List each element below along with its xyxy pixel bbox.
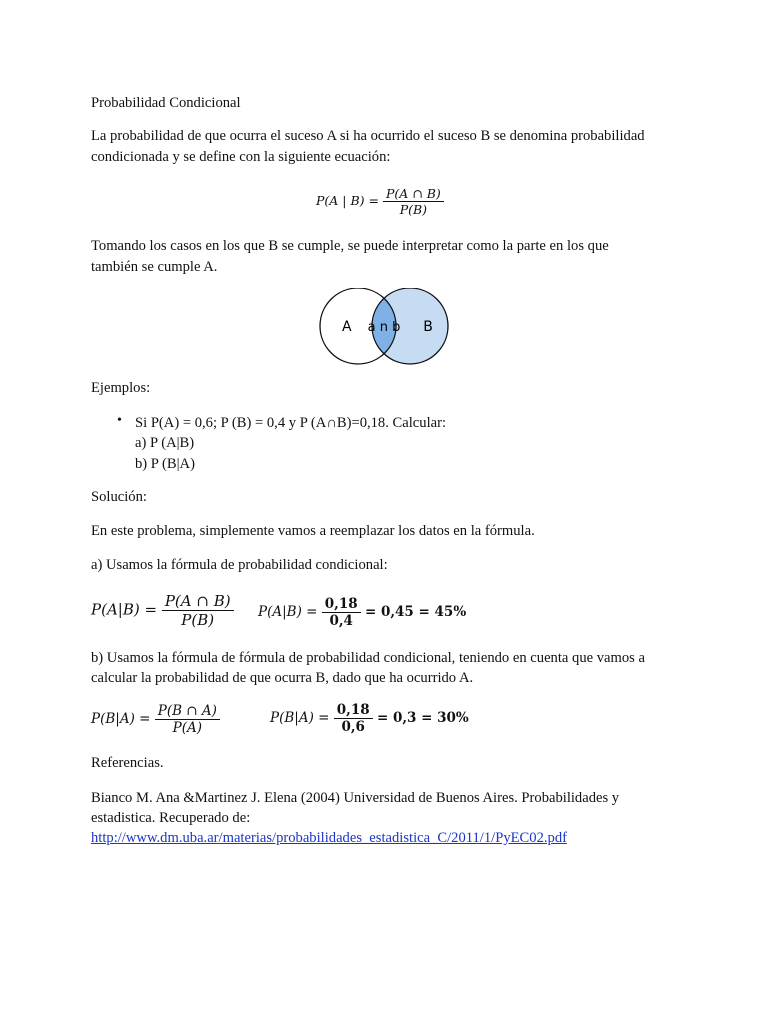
- example-part-b: b) P (B|A): [135, 456, 195, 472]
- solution-heading: Solución:: [91, 489, 147, 505]
- step-b-line-2: calcular la probabilidad de que ocurra B, dado que ha ocurrido A.: [91, 670, 474, 686]
- step-a-f1-fraction: [162, 592, 234, 629]
- step-a-f2-result: = 0,45 = 45%: [364, 604, 467, 620]
- venn-label-intersection: a n b: [367, 320, 401, 335]
- step-b-f1-lhs: P(B|A) =: [91, 711, 151, 727]
- interpretation-line-2: también se cumple A.: [91, 259, 218, 275]
- step-b-formula-2: [270, 702, 469, 735]
- example-part-a: a) P (A|B): [135, 435, 195, 451]
- step-a-f1-numerator: P(A ∩ B): [162, 592, 234, 611]
- reference-link-row: [91, 828, 567, 848]
- example-text: Si P(A) = 0,6; P (B) = 0,4 y P (A∩B)=0,18. Calcular:: [135, 415, 447, 431]
- venn-label-a: A: [342, 319, 352, 335]
- step-b-f2-fraction: [334, 702, 373, 735]
- step-a-formula-1: [91, 592, 234, 629]
- step-a-f2-lhs: P(A|B) =: [258, 604, 318, 620]
- step-b-f2-lhs: P(B|A) =: [270, 710, 330, 726]
- reference-line-2: estadistica. Recuperado de:: [91, 810, 251, 826]
- step-a-f1-lhs: P(A|B) =: [91, 600, 158, 619]
- step-a-text: a) Usamos la fórmula de probabilidad condicional:: [91, 557, 388, 573]
- step-b-formula-1: [91, 703, 220, 736]
- reference-link[interactable]: http://www.dm.uba.ar/materias/probabilidades_estadistica_C/2011/1/PyEC02.pdf: [91, 830, 567, 846]
- interpretation-line-1: Tomando los casos en los que B se cumple, se puede interpretar como la parte en los que: [91, 238, 609, 254]
- page-title: Probabilidad Condicional: [91, 95, 241, 111]
- definition-formula-lhs: P(A | B) =: [316, 193, 379, 208]
- definition-fraction: [383, 186, 444, 217]
- step-a-f2-fraction: [322, 596, 361, 629]
- intro-line-2: condicionada y se define con la siguiente ecuación:: [91, 149, 391, 165]
- step-b-line-1: b) Usamos la fórmula de fórmula de probabilidad condicional, teniendo en cuenta que vamos a: [91, 650, 645, 666]
- step-b-f2-numerator: 0,18: [334, 702, 373, 719]
- solution-intro: En este problema, simplemente vamos a reemplazar los datos en la fórmula.: [91, 523, 535, 539]
- step-b-f1-fraction: [155, 703, 220, 736]
- step-a-f1-denominator: P(B): [181, 611, 215, 629]
- step-b-f2-denominator: 0,6: [341, 719, 365, 735]
- venn-label-b: B: [423, 319, 433, 335]
- definition-denominator: P(B): [399, 202, 428, 217]
- venn-diagram: [316, 288, 452, 368]
- step-a-f2-denominator: 0,4: [329, 613, 353, 629]
- bullet-dot: •: [117, 413, 122, 428]
- intro-line-1: La probabilidad de que ocurra el suceso A si ha ocurrido el suceso B se denomina probabilidad: [91, 128, 645, 144]
- step-a-f2-numerator: 0,18: [322, 596, 361, 613]
- step-b-f1-numerator: P(B ∩ A): [155, 703, 220, 720]
- step-a-formula-2: [258, 596, 466, 629]
- examples-heading: Ejemplos:: [91, 380, 151, 396]
- step-b-f2-result: = 0,3 = 30%: [376, 710, 469, 726]
- definition-formula: [316, 186, 444, 217]
- definition-numerator: P(A ∩ B): [383, 186, 444, 202]
- step-b-f1-denominator: P(A): [172, 720, 203, 736]
- reference-line-1: Bianco M. Ana &Martinez J. Elena (2004) Universidad de Buenos Aires. Probabilidades y: [91, 790, 620, 806]
- references-heading: Referencias.: [91, 755, 164, 771]
